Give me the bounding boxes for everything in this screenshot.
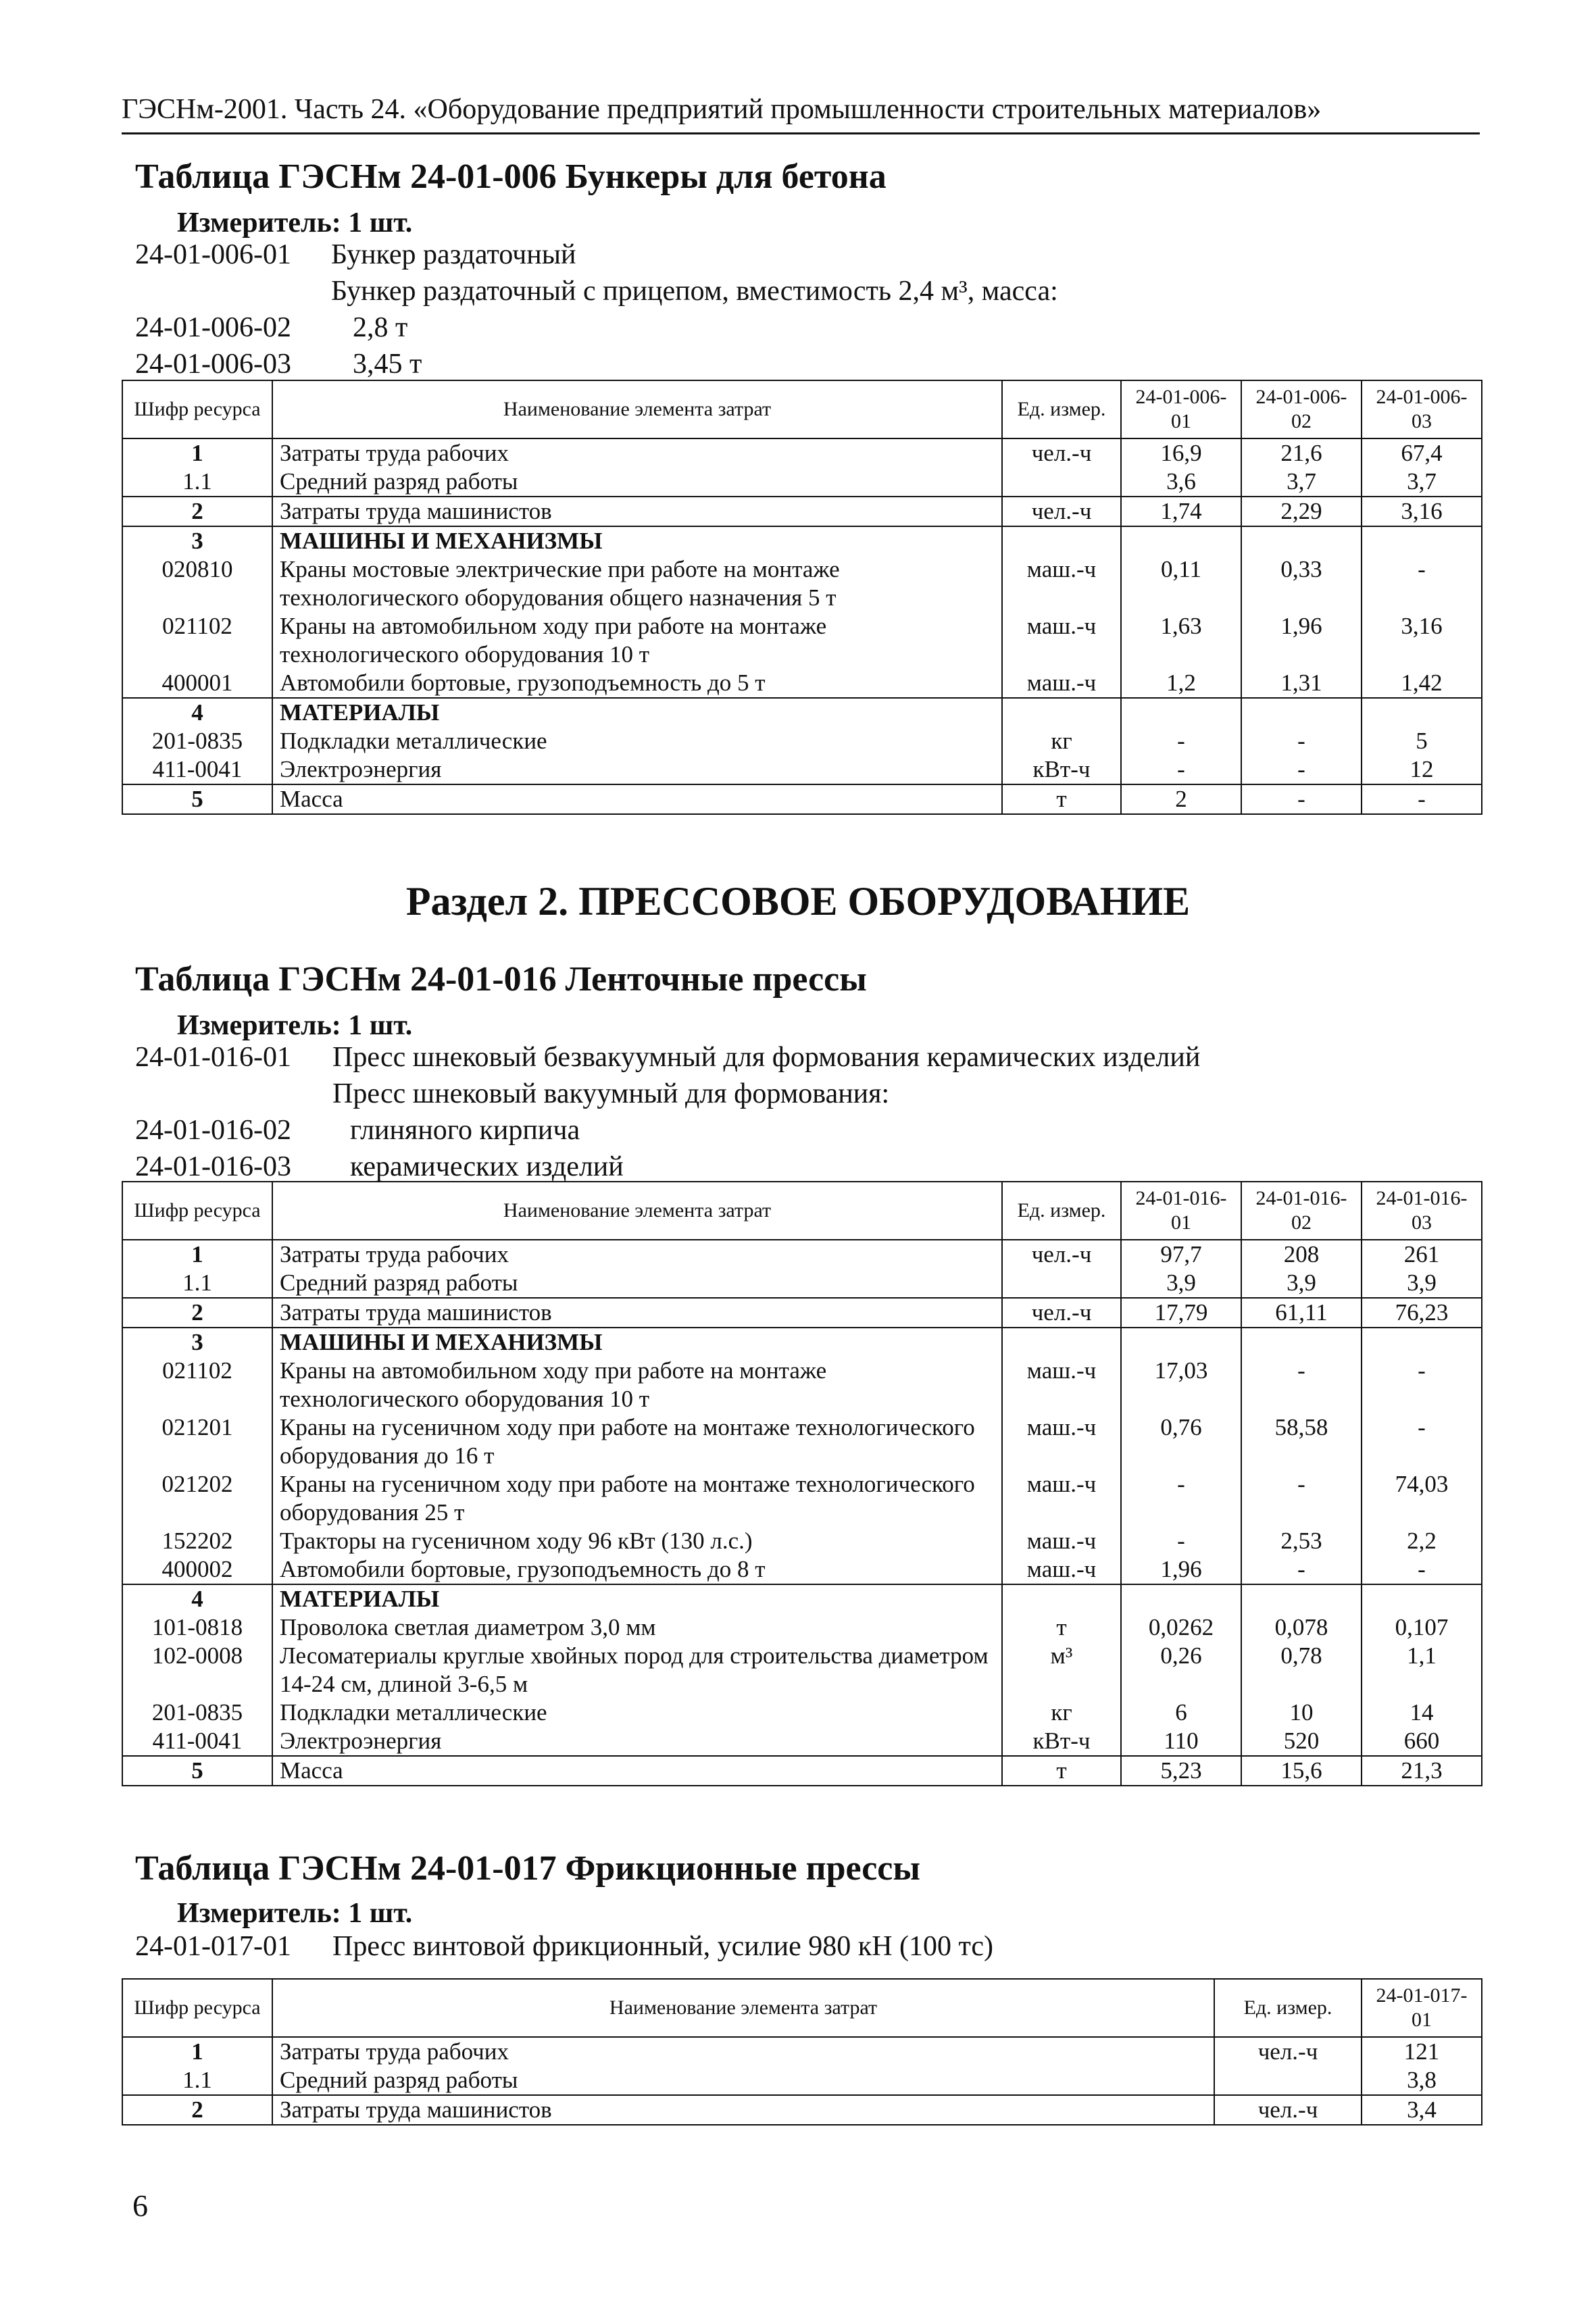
table-row [122,612,1482,669]
cell-unit: кг [1002,727,1121,755]
table3-grid [122,1978,1482,2126]
item-desc: Пресс винтовой фрикционный, усилие 980 кН (100 тс) [332,1931,994,1962]
item-line [135,346,1419,382]
cell-name: Проволока светлая диаметром 3,0 мм [272,1613,1002,1642]
item-line [135,309,1419,346]
cell-value: 520 [1241,1727,1362,1756]
item-code: 24-01-016-03 [135,1151,291,1182]
cell-unit: м³ [1002,1642,1121,1699]
cell-value: 0,33 [1241,555,1362,612]
cell-unit: маш.-ч [1002,1527,1121,1555]
col-header-code: Шифр ресурса [122,1182,272,1240]
cell-value: 2 [1121,784,1241,814]
cell-value: - [1241,727,1362,755]
cell-unit: т [1002,784,1121,814]
item-desc: глиняного кирпича [350,1115,580,1146]
cell-value [1241,526,1362,555]
col-header-code: Шифр ресурса [122,380,272,438]
table1-title: Таблица ГЭСНм 24-01-006 Бункеры для бетона [135,157,887,196]
cell-value: 1,96 [1121,1555,1241,1584]
cell-code: 021201 [122,1413,272,1470]
table-row [122,2037,1482,2066]
cell-name: Затраты труда рабочих [272,2037,1214,2066]
table-row [122,1527,1482,1555]
col-header-name: Наименование элемента затрат [272,1182,1002,1240]
cell-name: Средний разряд работы [272,468,1002,497]
cell-value: 1,2 [1121,669,1241,698]
cell-value: 61,11 [1241,1298,1362,1328]
cell-value: 17,79 [1121,1298,1241,1328]
table-row [122,1613,1482,1642]
cell-name: Лесоматериалы круглые хвойных пород для строительства диаметром 14-24 см, длиной 3-6,5 м [272,1642,1002,1699]
cell-unit: кВт-ч [1002,1727,1121,1756]
cell-name: МАТЕРИАЛЫ [272,1584,1002,1613]
cell-value: 0,78 [1241,1642,1362,1699]
cell-value: - [1362,1413,1482,1470]
cell-unit: чел.-ч [1002,497,1121,526]
cell-code: 3 [122,526,272,555]
cell-code: 2 [122,2095,272,2125]
cell-value: 58,58 [1241,1413,1362,1470]
cell-value: 74,03 [1362,1470,1482,1527]
cell-value: 5,23 [1121,1756,1241,1786]
cell-unit: кВт-ч [1002,755,1121,784]
table-row [122,555,1482,612]
cell-value: 3,7 [1241,468,1362,497]
cell-code: 4 [122,698,272,727]
cell-value: 3,4 [1362,2095,1482,2125]
cell-unit: чел.-ч [1214,2037,1362,2066]
cell-value: 76,23 [1362,1298,1482,1328]
cell-value: 16,9 [1121,438,1241,468]
cell-code: 021202 [122,1470,272,1527]
table-row [122,2095,1482,2125]
cell-code: 1 [122,438,272,468]
cell-unit [1002,1328,1121,1357]
cell-unit: т [1002,1613,1121,1642]
cell-value: 2,29 [1241,497,1362,526]
cell-value: 97,7 [1121,1240,1241,1269]
cell-name: Затраты труда машинистов [272,2095,1214,2125]
item-desc: Пресс шнековый безвакуумный для формования керамических изделий [332,1042,1201,1073]
cell-value: 3,6 [1121,468,1241,497]
cell-value: 6 [1121,1699,1241,1727]
table2-items [135,1039,1419,1185]
table1-measure: Измеритель: 1 шт. [177,207,413,238]
col-header-norm: 24-01-016-03 [1362,1182,1482,1240]
cell-value: 15,6 [1241,1756,1362,1786]
item-code: 24-01-006-01 [135,239,291,270]
cell-value: 110 [1121,1727,1241,1756]
cell-value [1121,698,1241,727]
table-row [122,1584,1482,1613]
cell-name: Автомобили бортовые, грузоподъемность до 5 т [272,669,1002,698]
table-row [122,1642,1482,1699]
cell-code: 5 [122,1756,272,1786]
cell-value: 1,63 [1121,612,1241,669]
cell-code: 201-0835 [122,727,272,755]
cell-value: 1,42 [1362,669,1482,698]
section-title: Раздел 2. ПРЕССОВОЕ ОБОРУДОВАНИЕ [405,879,1191,924]
cell-value: - [1362,1555,1482,1584]
cell-value: - [1362,784,1482,814]
cell-code: 4 [122,1584,272,1613]
cell-name: Автомобили бортовые, грузоподъемность до 8 т [272,1555,1002,1584]
cell-name: Краны на гусеничном ходу при работе на монтаже технологического оборудования 25 т [272,1470,1002,1527]
item-desc: Пресс шнековый вакуумный для формования: [332,1078,890,1109]
cell-code: 201-0835 [122,1699,272,1727]
cell-name: Подкладки металлические [272,727,1002,755]
cell-value: 3,16 [1362,612,1482,669]
item-desc: Бункер раздаточный [331,239,576,270]
cell-value: 5 [1362,727,1482,755]
cell-name: Затраты труда машинистов [272,497,1002,526]
cell-value: 1,96 [1241,612,1362,669]
col-header-name: Наименование элемента затрат [272,1979,1214,2037]
item-line [135,1076,1419,1112]
cell-name: Краны на автомобильном ходу при работе на монтаже технологического оборудования 10 т [272,612,1002,669]
cell-value: 21,6 [1241,438,1362,468]
cell-value: 1,74 [1121,497,1241,526]
table-row [122,2066,1482,2095]
item-line [135,273,1419,309]
table-row [122,1413,1482,1470]
cell-unit: маш.-ч [1002,1413,1121,1470]
col-header-unit: Ед. измер. [1214,1979,1362,2037]
cell-unit: чел.-ч [1002,438,1121,468]
cell-code: 101-0818 [122,1613,272,1642]
cell-value [1121,526,1241,555]
cell-name: МАШИНЫ И МЕХАНИЗМЫ [272,526,1002,555]
cell-unit: чел.-ч [1214,2095,1362,2125]
table2-title: Таблица ГЭСНм 24-01-016 Ленточные прессы [135,960,867,999]
table-row [122,1357,1482,1413]
col-header-norm: 24-01-006-02 [1241,380,1362,438]
cell-value: 3,8 [1362,2066,1482,2095]
cell-unit: чел.-ч [1002,1240,1121,1269]
cell-unit: маш.-ч [1002,1357,1121,1413]
cell-value: 14 [1362,1699,1482,1727]
cell-code: 1.1 [122,2066,272,2095]
cell-unit [1002,698,1121,727]
cell-unit: т [1002,1756,1121,1786]
cell-value: 67,4 [1362,438,1482,468]
cell-name: Тракторы на гусеничном ходу 96 кВт (130 л.с.) [272,1527,1002,1555]
cell-code: 1.1 [122,468,272,497]
table-row [122,727,1482,755]
table-row [122,526,1482,555]
table2-grid [122,1181,1482,1786]
cell-code: 411-0041 [122,755,272,784]
cell-value: 0,107 [1362,1613,1482,1642]
item-desc: Бункер раздаточный с прицепом, вместимость 2,4 м³, масса: [331,276,1058,307]
table-row [122,1470,1482,1527]
cell-code: 2 [122,1298,272,1328]
cell-value: 208 [1241,1240,1362,1269]
cell-code: 2 [122,497,272,526]
table-row [122,1240,1482,1269]
cell-code: 1 [122,1240,272,1269]
col-header-unit: Ед. измер. [1002,1182,1121,1240]
cell-value: - [1241,784,1362,814]
col-header-norm: 24-01-017-01 [1362,1979,1482,2037]
col-header-unit: Ед. измер. [1002,380,1121,438]
table-row [122,755,1482,784]
cell-unit: кг [1002,1699,1121,1727]
table-row [122,1269,1482,1298]
cell-name: МАТЕРИАЛЫ [272,698,1002,727]
cell-name: Электроэнергия [272,1727,1002,1756]
cell-name: Подкладки металлические [272,1699,1002,1727]
cell-name: Краны на автомобильном ходу при работе на монтаже технологического оборудования 10 т [272,1357,1002,1413]
cell-code: 400001 [122,669,272,698]
cell-value: - [1241,1470,1362,1527]
cell-unit: маш.-ч [1002,612,1121,669]
cell-value [1362,698,1482,727]
item-code: 24-01-017-01 [135,1931,291,1962]
table-row [122,1328,1482,1357]
cell-name: Средний разряд работы [272,1269,1002,1298]
cell-value: - [1121,1470,1241,1527]
cell-name: Краны мостовые электрические при работе на монтаже технологического оборудования общего назначения 5 т [272,555,1002,612]
table-row [122,1298,1482,1328]
cell-value: 3,16 [1362,497,1482,526]
cell-value: 3,9 [1121,1269,1241,1298]
table-row [122,1555,1482,1584]
cell-unit [1002,526,1121,555]
cell-name: Масса [272,1756,1002,1786]
cell-value: 3,7 [1362,468,1482,497]
cell-code: 1.1 [122,1269,272,1298]
cell-name: МАШИНЫ И МЕХАНИЗМЫ [272,1328,1002,1357]
cell-unit: чел.-ч [1002,1298,1121,1328]
header-rule [122,132,1480,134]
cell-value: - [1362,1357,1482,1413]
cell-value: 1,31 [1241,669,1362,698]
cell-unit: маш.-ч [1002,1470,1121,1527]
cell-value: 3,9 [1362,1269,1482,1298]
col-header-norm: 24-01-016-01 [1121,1182,1241,1240]
col-header-norm: 24-01-006-01 [1121,380,1241,438]
cell-code: 411-0041 [122,1727,272,1756]
table1-grid [122,380,1482,815]
cell-value: - [1121,1527,1241,1555]
item-line [135,1928,1419,1965]
cell-value [1121,1584,1241,1613]
col-header-name: Наименование элемента затрат [272,380,1002,438]
table-row [122,468,1482,497]
cell-value: 21,3 [1362,1756,1482,1786]
cell-code: 3 [122,1328,272,1357]
cell-value: 17,03 [1121,1357,1241,1413]
cell-code: 102-0008 [122,1642,272,1699]
table-row [122,784,1482,814]
cell-value [1362,1584,1482,1613]
cell-value: 1,1 [1362,1642,1482,1699]
cell-unit [1002,468,1121,497]
item-code: 24-01-006-03 [135,349,291,380]
cell-value: 0,11 [1121,555,1241,612]
cell-value: - [1241,1357,1362,1413]
cell-unit [1214,2066,1362,2095]
cell-value: - [1362,555,1482,612]
item-line [135,1039,1419,1076]
table-row [122,669,1482,698]
cell-value: 0,76 [1121,1413,1241,1470]
item-code: 24-01-016-02 [135,1115,291,1146]
cell-value: 2,53 [1241,1527,1362,1555]
cell-value: - [1241,1555,1362,1584]
cell-value: 261 [1362,1240,1482,1269]
cell-value: 10 [1241,1699,1362,1727]
cell-value: - [1121,727,1241,755]
cell-value: 121 [1362,2037,1482,2066]
cell-code: 021102 [122,1357,272,1413]
cell-value: 0,26 [1121,1642,1241,1699]
item-code: 24-01-016-01 [135,1042,291,1073]
cell-name: Затраты труда машинистов [272,1298,1002,1328]
item-line [135,236,1419,273]
item-desc: керамических изделий [350,1151,624,1182]
cell-name: Затраты труда рабочих [272,1240,1002,1269]
cell-value: 660 [1362,1727,1482,1756]
table-row [122,497,1482,526]
cell-unit: маш.-ч [1002,669,1121,698]
cell-unit [1002,1269,1121,1298]
cell-unit: маш.-ч [1002,555,1121,612]
cell-unit [1002,1584,1121,1613]
page-number: 6 [132,2188,148,2223]
cell-value: - [1121,755,1241,784]
cell-value: 0,078 [1241,1613,1362,1642]
table1-items [135,236,1419,382]
cell-value [1241,698,1362,727]
cell-value [1241,1584,1362,1613]
table-row [122,1727,1482,1756]
cell-value [1362,526,1482,555]
cell-value: 12 [1362,755,1482,784]
cell-name: Краны на гусеничном ходу при работе на монтаже технологического оборудования до 16 т [272,1413,1002,1470]
col-header-norm: 24-01-006-03 [1362,380,1482,438]
cell-value: 3,9 [1241,1269,1362,1298]
table3-measure: Измеритель: 1 шт. [177,1898,413,1929]
cell-name: Затраты труда рабочих [272,438,1002,468]
item-code: 24-01-006-02 [135,312,291,343]
cell-code: 5 [122,784,272,814]
table-row [122,438,1482,468]
cell-code: 020810 [122,555,272,612]
table-row [122,1699,1482,1727]
cell-name: Средний разряд работы [272,2066,1214,2095]
cell-code: 021102 [122,612,272,669]
item-desc: 3,45 т [353,349,422,380]
item-line [135,1112,1419,1149]
cell-value: 0,0262 [1121,1613,1241,1642]
cell-value [1121,1328,1241,1357]
running-header: ГЭСНм-2001. Часть 24. «Оборудование предприятий промышленности строительных материалов» [122,94,1322,125]
table3-items [135,1928,1419,1965]
item-desc: 2,8 т [353,312,408,343]
col-header-code: Шифр ресурса [122,1979,272,2037]
cell-value [1362,1328,1482,1357]
cell-code: 152202 [122,1527,272,1555]
cell-unit: маш.-ч [1002,1555,1121,1584]
table-row [122,698,1482,727]
item-line [135,1149,1419,1185]
cell-value: - [1241,755,1362,784]
cell-name: Масса [272,784,1002,814]
cell-name: Электроэнергия [272,755,1002,784]
cell-value [1241,1328,1362,1357]
cell-value: 2,2 [1362,1527,1482,1555]
col-header-norm: 24-01-016-02 [1241,1182,1362,1240]
table-row [122,1756,1482,1786]
cell-code: 1 [122,2037,272,2066]
table3-title: Таблица ГЭСНм 24-01-017 Фрикционные прессы [135,1849,920,1888]
cell-code: 400002 [122,1555,272,1584]
table2-measure: Измеритель: 1 шт. [177,1010,413,1041]
